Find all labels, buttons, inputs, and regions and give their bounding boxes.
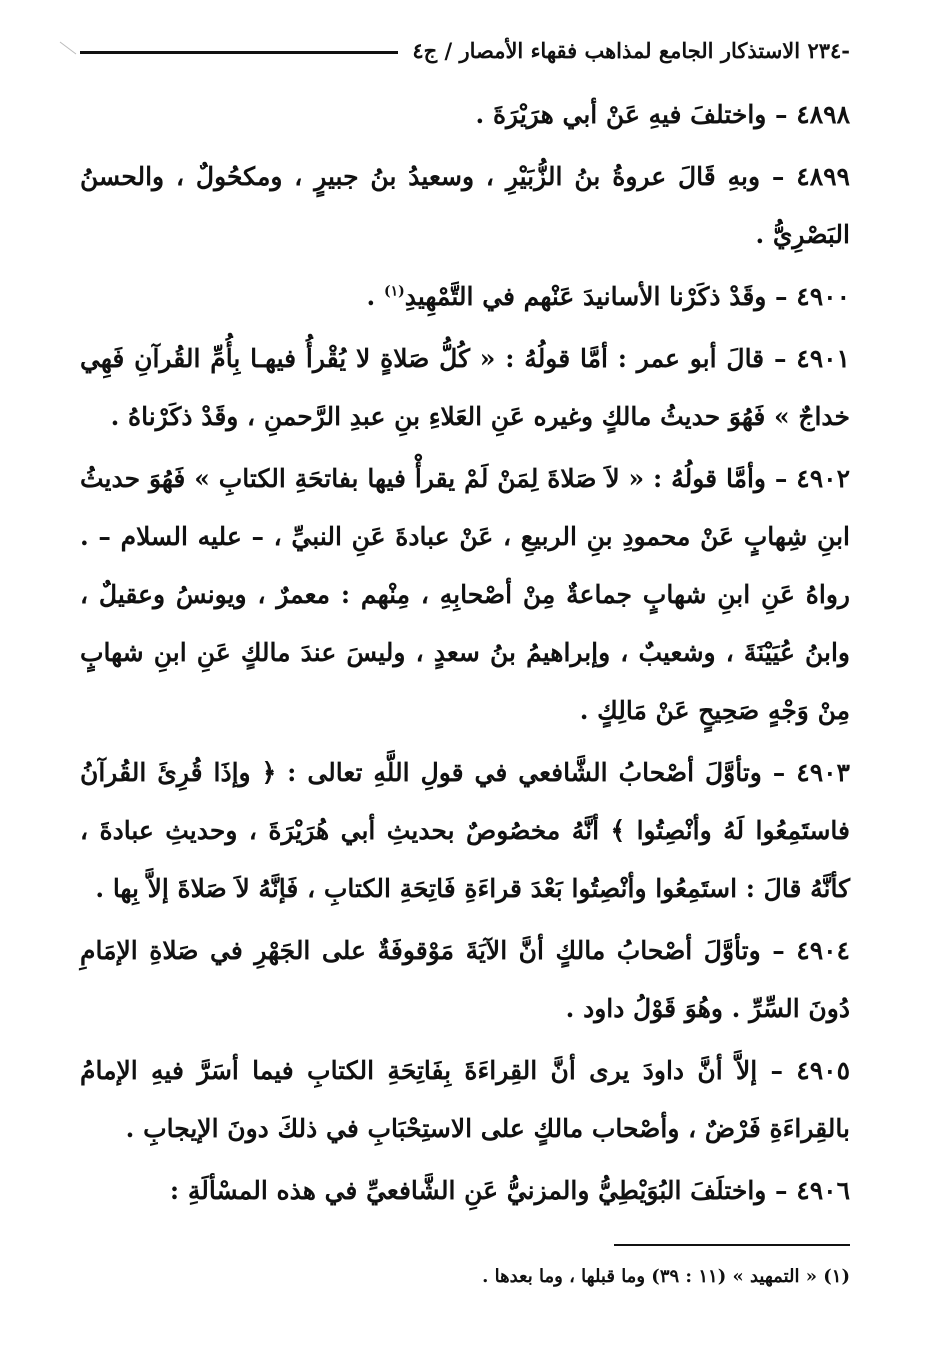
- paragraph-4904: [80, 922, 850, 1038]
- footnote: (١) « التمهيد » (١١ : ٣٩) وما قبلها ، وما بعدها .: [482, 1266, 850, 1287]
- paragraph-4901: [80, 330, 850, 446]
- header-title: -٢٣٤ الاستذكار الجامع لمذاهب فقهاء الأمصار / ج٤: [412, 37, 850, 63]
- paragraph-text: – وبهِ قَالَ عروةُ بنُ الزُّبَيْرِ ، وسعيدُ بنُ جبيرٍ ، ومكحُولٌ ، والحسنُ البَصْرِيُّ .: [80, 162, 850, 249]
- paragraph-number: ٤٨٩٨: [796, 100, 850, 129]
- paragraph-text: – قالَ أبو عمر : أمَّا قولُهُ : « كُلُّ صَلاةٍ لا يُقْرأُ فيهـا بِأُمِّ القُرآنِ فَهِي خداجٌ » فَهُوَ حديثُ مالكٍ وغيره عَنِ العَلاءِ بنِ عبدِ الرَّحمنِ ، وقَدْ ذكَرْناهُ .: [80, 344, 850, 431]
- paragraph-text: – وتأوَّلَ أصْحابُ الشَّافعي في قولِ اللَّهِ تعالى : ﴿ وإذَا قُرِئَ القُرآنُ فاستَمِعُوا لَهُ وأنْصِتُوا ﴾ أنَّهُ مخصُوصٌ بحديثِ أبي هُرَيْرَةَ ، وحديثِ عبادةَ ، كأنَّهُ قالَ : استَمِعُوا وأنْصِتُوا بَعْدَ قراءَةِ فَاتِحَةِ الكتابِ ، فَإنَّهُ لاَ صَلاةَ إلاَّ بِها .: [80, 758, 850, 903]
- paragraph-number: ٤٨٩٩: [796, 162, 850, 191]
- paragraph-4902: [80, 450, 850, 740]
- paragraph-4903: [80, 744, 850, 918]
- paragraph-text: – وتأوَّلَ أصْحابُ مالكٍ أنَّ الآيَةَ مَوْقوفَةٌ على الجَهْرِ في صَلاةِ الإمَامِ دُونَ السِّرِّ . وهُوَ قَوْلُ داود .: [80, 936, 850, 1023]
- paragraph-text: – واختلَفَ البُوَيْطِيُّ والمزنيُّ عَنِ الشَّافعيِّ في هذه المسْألَةِ :: [169, 1176, 788, 1205]
- running-header: [80, 30, 850, 70]
- paragraph-text: – وأمَّا قولُهُ : « لاَ صَلاةَ لِمَنْ لَمْ يقرأْ فيها بفاتحَةِ الكتابِ » فَهُوَ حديثُ ابنِ شِهابٍ عَنْ محمودِ بنِ الربيعِ ، عَنْ عبادةَ عَنِ النبيِّ ، – عليه السلام – . رواهُ عَنِ ابنِ شهابٍ جماعةٌ مِنْ أصْحابِهِ ، مِنْهم : معمرٌ ، ويونسُ وعقيلٌ ، وابنُ عُيَيْنَةَ ، وشعيبٌ ، وإبراهيمُ بنُ سعدٍ ، وليسَ عندَ مالكٍ عَنِ ابنِ شهابٍ مِنْ وَجْهٍ صَحِيحٍ عَنْ مَالِكٍ .: [80, 464, 850, 725]
- paragraph-4900: [80, 268, 850, 326]
- paragraph-4899: [80, 148, 850, 264]
- paragraph-number: ٤٩٠٣: [796, 758, 850, 787]
- paragraph-text: – واختلفَ فيهِ عَنْ أبي هرَيْرَةَ .: [475, 100, 788, 129]
- paragraph-4898: [80, 86, 850, 144]
- paragraph-tail: .: [366, 282, 384, 311]
- paragraph-number: ٤٩٠٥: [796, 1056, 850, 1085]
- body-text: [80, 86, 850, 1224]
- paragraph-text: – إلاَّ أنَّ داودَ يرى أنَّ القِراءَةَ بِفَاتِحَةِ الكتابِ فيما أسَرَّ فيهِ الإمامُ بالقِراءَةِ فَرْضٌ ، وأصْحاب مالكٍ على الاستِحْبَابِ في ذلكَ دونَ الإيجابِ .: [80, 1056, 850, 1143]
- footnote-reference: (١): [383, 283, 405, 300]
- paragraph-number: ٤٩٠٦: [796, 1176, 850, 1205]
- paragraph-4905: [80, 1042, 850, 1158]
- paragraph-number: ٤٩٠٠: [796, 282, 850, 311]
- scan-corner-mark: [58, 40, 78, 60]
- footnote-separator: [614, 1244, 850, 1246]
- header-rule: [80, 51, 398, 54]
- paragraph-text: – وقَدْ ذكَرْنا الأسانيدَ عَنْهم في التَّمْهِيدِ: [404, 282, 788, 311]
- paragraph-number: ٤٩٠٤: [796, 936, 850, 965]
- paragraph-4906: [80, 1162, 850, 1220]
- paragraph-number: ٤٩٠١: [796, 344, 850, 373]
- paragraph-number: ٤٩٠٢: [796, 464, 850, 493]
